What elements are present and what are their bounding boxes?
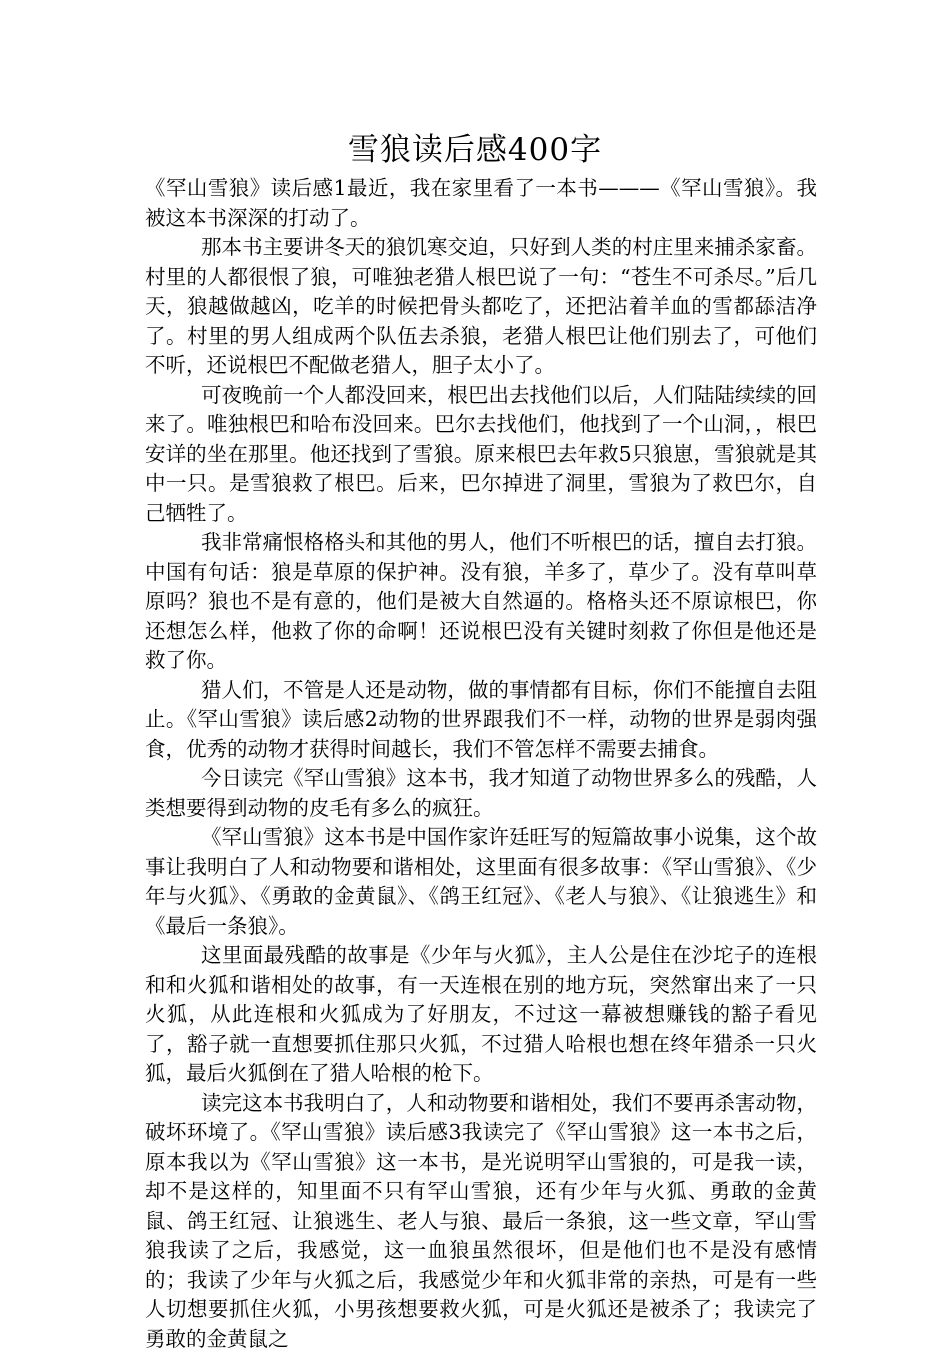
paragraph: 《罕山雪狼》读后感1最近，我在家里看了一本书———《罕山雪狼》。我被这本书深深的打动了。 [145, 174, 817, 233]
paragraph: 猎人们，不管是人还是动物，做的事情都有目标，你们不能擅自去阻止。《罕山雪狼》读后感2动物的世界跟我们不一样，动物的世界是弱肉强食，优秀的动物才获得时间越长，我们不管怎样不需要去捕食。 [145, 676, 817, 765]
paragraph: 这里面最残酷的故事是《少年与火狐》，主人公是住在沙坨子的连根和和火狐和谐相处的故事，有一天连根在别的地方玩，突然窜出来了一只火狐，从此连根和火狐成为了好朋友，不过这一幕被想赚钱的豁子看见了，豁子就一直想要抓住那只火狐，不过猎人哈根也想在终年猎杀一只火狐，最后火狐倒在了猎人哈根的枪下。 [145, 941, 817, 1089]
document-body [145, 174, 817, 1354]
paragraph: 读完这本书我明白了，人和动物要和谐相处，我们不要再杀害动物，破坏环境了。《罕山雪狼》读后感3我读完了《罕山雪狼》这一本书之后，原本我以为《罕山雪狼》这一本书，是光说明罕山雪狼的，可是我一读，却不是这样的，知里面不只有罕山雪狼，还有少年与火狐、勇敢的金黄鼠、鸽王红冠、让狼逃生、老人与狼、最后一条狼，这一些文章，罕山雪狼我读了之后，我感觉，这一血狼虽然很坏，但是他们也不是没有感情的；我读了少年与火狐之后，我感觉少年和火狐非常的亲热，可是有一些人切想要抓住火狐，小男孩想要救火狐，可是火狐还是被杀了；我读完了勇敢的金黄鼠之 [145, 1089, 817, 1354]
paragraph: 我非常痛恨格格头和其他的男人，他们不听根巴的话，擅自去打狼。中国有句话：狼是草原的保护神。没有狼，羊多了，草少了。没有草叫草原吗？狼也不是有意的，他们是被大自然逼的。格格头还不原谅根巴，你还想怎么样，他救了你的命啊！还说根巴没有关键时刻救了你但是他还是救了你。 [145, 528, 817, 676]
paragraph: 可夜晚前一个人都没回来，根巴出去找他们以后，人们陆陆续续的回来了。唯独根巴和哈布没回来。巴尔去找他们，他找到了一个山洞，，根巴安详的坐在那里。他还找到了雪狼。原来根巴去年救5只狼崽，雪狼就是其中一只。是雪狼救了根巴。后来，巴尔掉进了洞里，雪狼为了救巴尔，自己牺牲了。 [145, 381, 817, 529]
paragraph: 今日读完《罕山雪狼》这本书，我才知道了动物世界多么的残酷，人类想要得到动物的皮毛有多么的疯狂。 [145, 764, 817, 823]
page-title: 雪狼读后感400字 [0, 128, 950, 172]
paragraph: 那本书主要讲冬天的狼饥寒交迫，只好到人类的村庄里来捕杀家畜。村里的人都很恨了狼，可唯独老猎人根巴说了一句：“苍生不可杀尽。”后几天，狼越做越凶，吃羊的时候把骨头都吃了，还把沾着羊血的雪都舔洁净了。村里的男人组成两个队伍去杀狼，老猎人根巴让他们别去了，可他们不听，还说根巴不配做老猎人，胆子太小了。 [145, 233, 817, 381]
paragraph: 《罕山雪狼》这本书是中国作家许廷旺写的短篇故事小说集，这个故事让我明白了人和动物要和谐相处，这里面有很多故事：《罕山雪狼》、《少年与火狐》、《勇敢的金黄鼠》、《鸽王红冠》、《老人与狼》、《让狼逃生》和《最后一条狼》。 [145, 823, 817, 941]
